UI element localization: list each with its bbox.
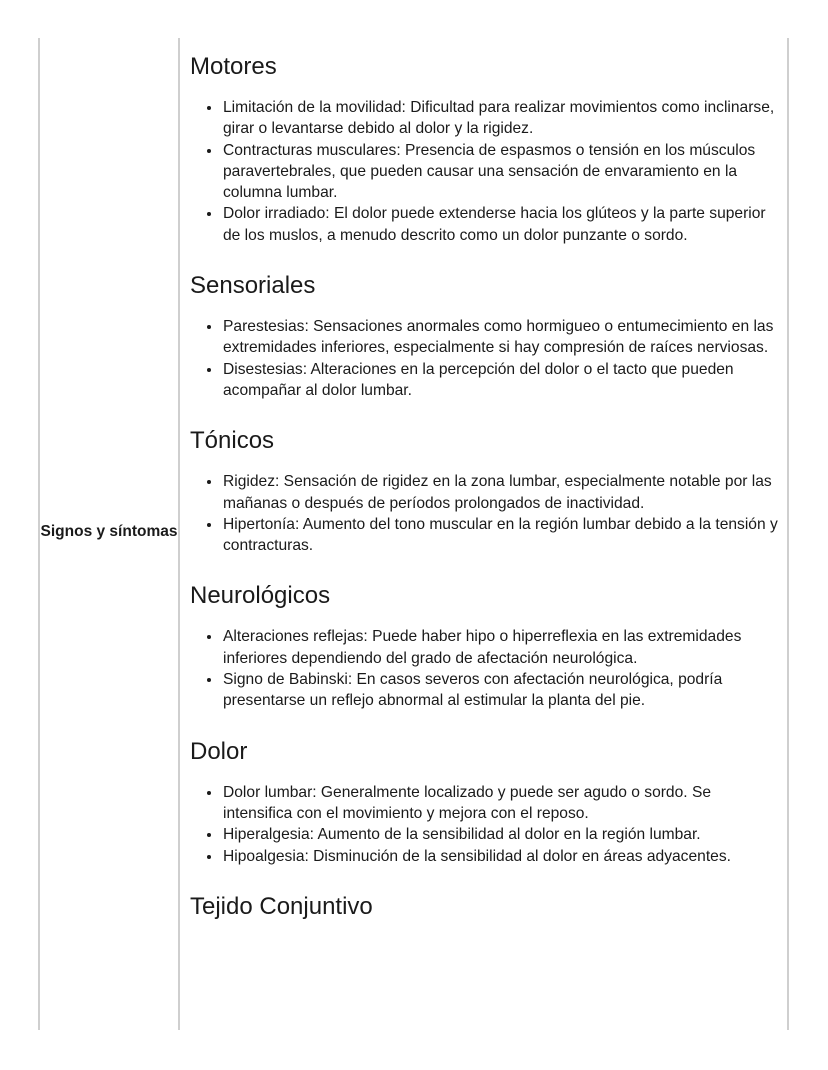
section-heading: Motores bbox=[190, 53, 277, 80]
list-item: • Dolor lumbar: Generalmente localizado y puede ser agudo o sordo. Se intensifica con el movimiento y mejora con el reposo. bbox=[222, 782, 781, 825]
row-label-cell bbox=[40, 38, 180, 1030]
list-item: • Limitación de la movilidad: Dificultad para realizar movimientos como inclinarse, girar o levantarse debido al dolor y la rigidez. bbox=[222, 97, 781, 140]
section-heading: Tónicos bbox=[190, 427, 275, 455]
list-item: • Parestesias: Sensaciones anormales como hormigueo o entumecimiento en las extremidades inferiores, especialmente si hay compresión de raíces nerviosas. bbox=[222, 316, 781, 359]
list-item: • Hipoalgesia: Disminución de la sensibilidad al dolor en áreas adyacentes. bbox=[222, 846, 781, 867]
list-item: • Contracturas musculares: Presencia de espasmos o tensión en los músculos paravertebrales, que pueden causar una sensación de envaramiento en la columna lumbar. bbox=[222, 140, 781, 204]
section-list bbox=[190, 626, 781, 711]
section-heading: Sensoriales bbox=[190, 272, 316, 300]
section-heading: Dolor bbox=[190, 737, 248, 765]
symptoms-table bbox=[38, 38, 789, 1030]
section-heading: Tejido Conjuntivo bbox=[190, 892, 373, 920]
list-item: • Dolor irradiado: El dolor puede extenderse hacia los glúteos y la parte superior de los muslos, a menudo descrito como un dolor punzante o sordo. bbox=[222, 203, 781, 246]
list-item: • Alteraciones reflejas: Puede haber hipo o hiperreflexia en las extremidades inferiores dependiendo del grado de afectación neurológica. bbox=[222, 626, 781, 669]
section-list bbox=[190, 97, 781, 246]
list-item: • Hiperalgesia: Aumento de la sensibilidad al dolor en la región lumbar. bbox=[222, 824, 781, 845]
section-list bbox=[190, 471, 781, 556]
section-heading: Neurológicos bbox=[190, 582, 331, 610]
list-item: • Hipertonía: Aumento del tono muscular en la región lumbar debido a la tensión y contracturas. bbox=[222, 514, 781, 557]
list-item: • Rigidez: Sensación de rigidez en la zona lumbar, especialmente notable por las mañanas o después de períodos prolongados de inactividad. bbox=[222, 471, 781, 514]
section-list bbox=[190, 316, 781, 401]
content-cell bbox=[190, 52, 781, 922]
list-item: • Disestesias: Alteraciones en la percepción del dolor o el tacto que pueden acompañar al dolor lumbar. bbox=[222, 359, 781, 402]
row-label: Signos y síntomas bbox=[40, 522, 178, 540]
list-item: • Signo de Babinski: En casos severos con afectación neurológica, podría presentarse un reflejo abnormal al estimular la planta del pie. bbox=[222, 669, 781, 712]
section-list bbox=[190, 782, 781, 867]
